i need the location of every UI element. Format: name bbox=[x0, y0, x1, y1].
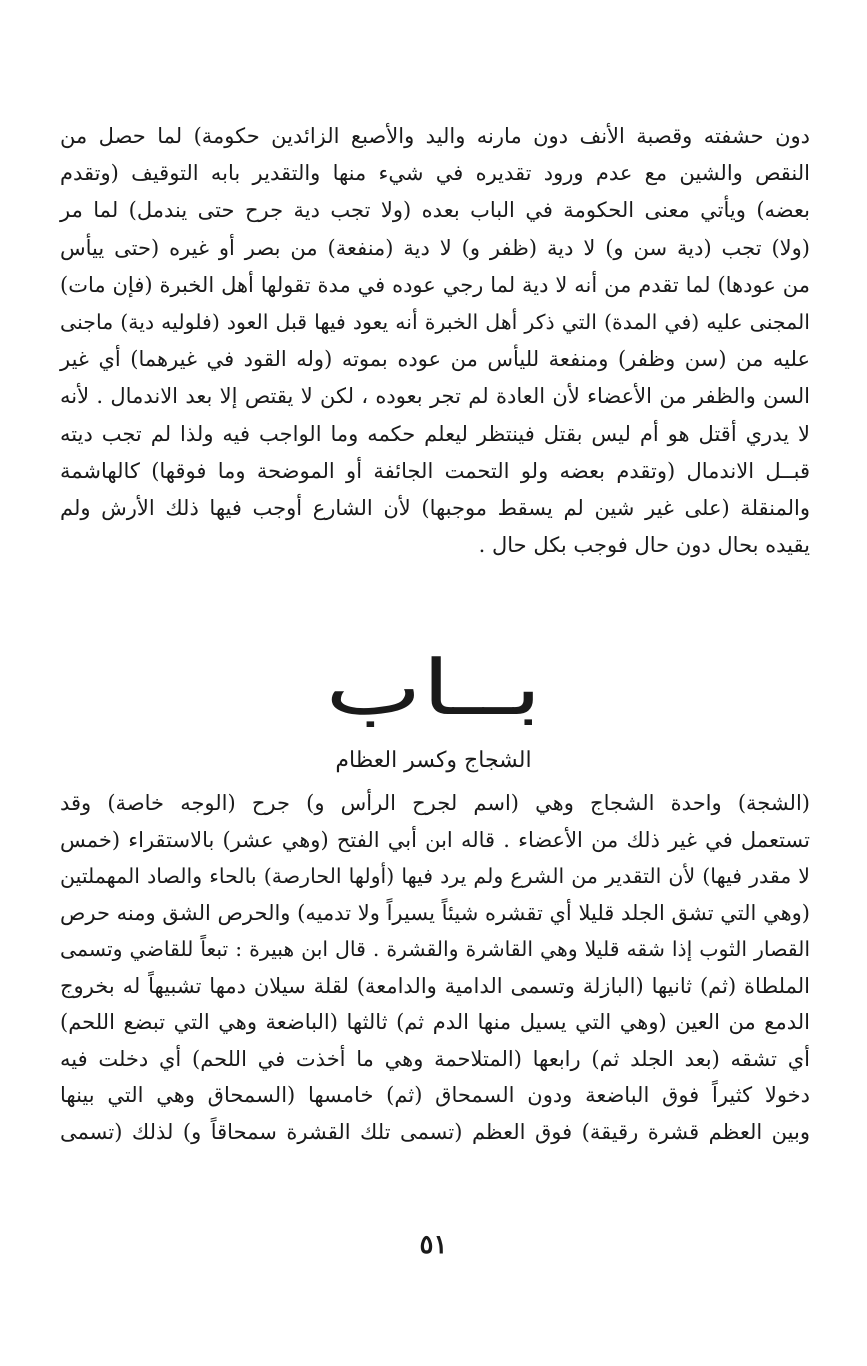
text-line: لا يدري أقتل هو أم ليس بقتل فينتظر ليعلم حكمه وما الواجب فيه ولذا لم تجب ديته bbox=[60, 421, 810, 446]
text-line: أي تشقه (بعد الجلد ثم) رابعها (المتلاحمة وهي ما أخذت في اللحم) أي دخلت فيه bbox=[60, 1046, 810, 1071]
text-line: والمنقلة (على غير شين لم يسقط موجبها) لأن الشارع أوجب فيها ذلك الأرش ولم bbox=[60, 495, 810, 520]
text-line: القصار الثوب إذا شقه قليلا وهي القاشرة والقشرة . قال ابن هبيرة : تبعاً للقاضي وتسمى bbox=[60, 937, 810, 961]
text-line: دون حشفته وقصبة الأنف دون مارنه واليد والأصبع الزائدين حكومة) لما حصل من bbox=[60, 124, 810, 148]
text-line: الملطاة (ثم) ثانيها (البازلة وتسمى الدامية والدامعة) لقلة سيلان دمها تشبيهاً له بخروج bbox=[60, 973, 810, 998]
text-line: الدمع من العين (وهي التي يسيل منها الدم ثم) ثالثها (الباضعة وهي التي تبضع اللحم) bbox=[60, 1010, 810, 1034]
text-line: قبــل الاندمال (وتقدم بعضه ولو التحمت الجائفة أو الموضحة وما فوقها) كالهاشمة bbox=[60, 458, 810, 483]
chapter-title: بــاب bbox=[325, 643, 542, 732]
text-line: (ولا) تجب (دية سن و) لا دية (ظفر و) لا دية (منفعة) من بصر أو غيره (حتى ييأس bbox=[60, 235, 810, 260]
text-line: (الشجة) واحدة الشجاج وهي (اسم لجرح الرأس و) جرح (الوجه خاصة) وقد bbox=[60, 791, 810, 815]
text-line: يقيده بحال دون حال فوجب بكل حال . bbox=[478, 533, 810, 558]
page-number: ٥١ bbox=[419, 1230, 448, 1260]
paragraph-1 bbox=[60, 118, 810, 564]
text-line: النقص والشين مع عدم ورود تقديره في شيء منها والتقدير بابه التوقيف (وتقدم bbox=[60, 161, 810, 186]
text-line: وبين العظم قشرة رقيقة) فوق العظم (تسمى تلك القشرة سمحاقاً و) لذلك (تسمى bbox=[60, 1119, 810, 1144]
text-line: لا مقدر فيها) لأن التقدير من الشرع ولم يرد فيها (أولها الحارصة) بالحاء والصاد المهملتين bbox=[60, 864, 810, 888]
chapter-subtitle: الشجاج وكسر العظام bbox=[335, 748, 532, 773]
text-line: السن والظفر من الأعضاء لأن العادة لم تجر بعوده ، لكن لا يقتص إلا بعد الاندمال . لأنه bbox=[60, 384, 810, 409]
text-line: تستعمل في غير ذلك من الأعضاء . قاله ابن أبي الفتح (وهي عشر) بالاستقراء (خمس bbox=[60, 827, 810, 852]
text-line: المجنى عليه (في المدة) التي ذكر أهل الخبرة أنه يعود فيها قبل العود (فلوليه دية) ماجنى bbox=[60, 309, 810, 334]
paragraph-2 bbox=[60, 785, 810, 1150]
text-line: (وهي التي تشق الجلد قليلا أي تقشره شيئاً يسيراً ولا تدميه) والحرص الشق ومنه حرص bbox=[60, 900, 810, 925]
text-line: من عودها) لما تقدم من أنه لا دية لما رجي عوده في مدة تقولها أهل الخبرة (فإن مات) bbox=[60, 272, 810, 297]
text-line: عليه من (سن وظفر) ومنفعة لليأس من عوده بموته (وله القود في غيرهما) أي غير bbox=[60, 347, 810, 372]
text-line: دخولا كثيراً فوق الباضعة ودون السمحاق (ثم) خامسها (السمحاق وهي التي بينها bbox=[60, 1083, 810, 1107]
text-line: بعضه) ويأتي معنى الحكومة في الباب بعده (ولا تجب دية جرح حتى يندمل) لما مر bbox=[60, 198, 810, 223]
